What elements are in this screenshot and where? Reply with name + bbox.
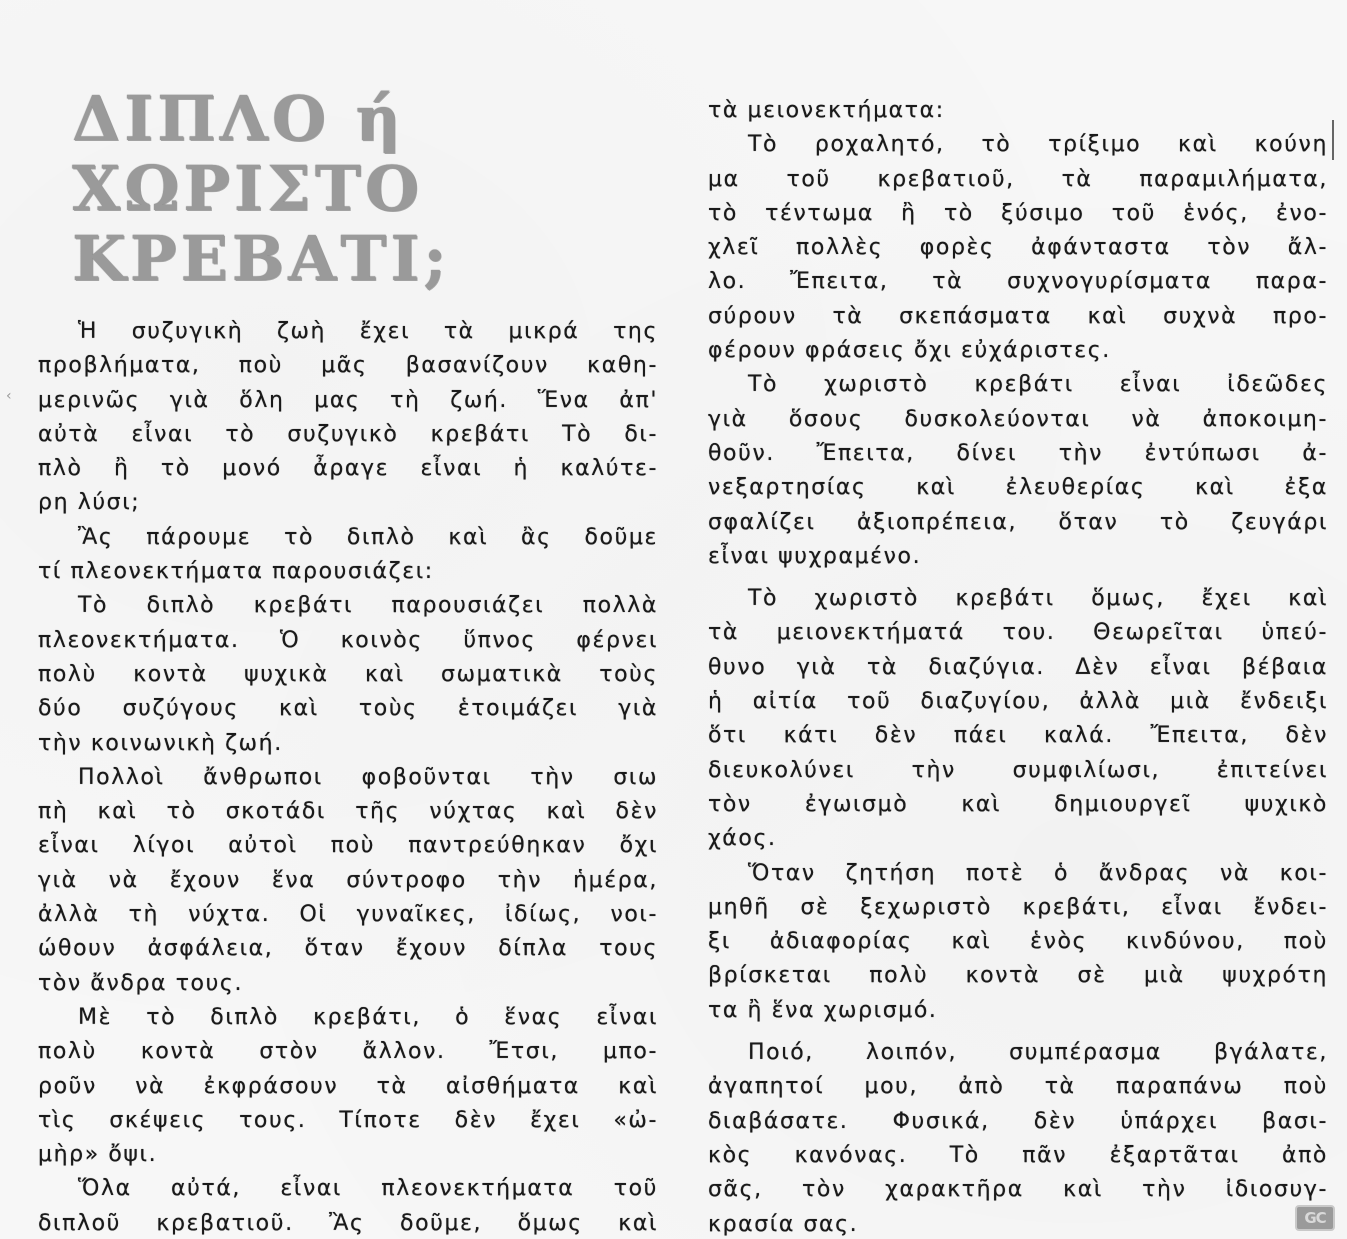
text-line: λο. Ἔπειτα, τὰ συχνογυρίσματα παρα- [708, 269, 1328, 295]
text-line: ὅτι κάτι δὲν πάει καλά. Ἔπειτα, δὲν [708, 723, 1328, 749]
text-line: Τὸ ροχαλητό, τὸ τρίξιμο καὶ κούνη [748, 132, 1328, 158]
text-line: γιὰ ὅσους δυσκολεύονται νὰ ἀποκοιμη- [708, 406, 1328, 432]
text-line: σφαλίζει ἀξιοπρέπεια, ὅταν τὸ ζευγάρι [708, 509, 1328, 535]
text-line: Τὸ χωριστὸ κρεβάτι ὅμως, ἔχει καὶ [748, 586, 1328, 612]
text-line: νεξαρτησίας καὶ ἐλευθερίας καὶ ἐξα [708, 475, 1328, 501]
text-line: προβλήματα, ποὺ μᾶς βασανίζουν καθη- [38, 353, 658, 379]
article-title [72, 84, 492, 294]
text-line: χλεῖ πολλὲς φορὲς ἀφάνταστα τὸν ἄλ- [708, 235, 1328, 261]
text-line: τὰ μειονεκτήματα: [708, 98, 945, 123]
text-line: τὸν ἐγωισμὸ καὶ δημιουργεῖ ψυχικὸ [708, 791, 1328, 817]
text-line: διπλοῦ κρεβατιοῦ. Ἂς δοῦμε, ὅμως καὶ [38, 1210, 658, 1236]
text-line: Τὸ χωριστὸ κρεβάτι εἶναι ἰδεῶδες [748, 372, 1328, 398]
text-line: ἀγαπητοί μου, ἀπὸ τὰ παραπάνω ποὺ [708, 1074, 1328, 1100]
title-line: ΚΡΕΒΑΤΙ; [72, 222, 451, 295]
text-line: Ἡ συζυγικὴ ζωὴ ἔχει τὰ μικρά της [78, 319, 658, 344]
text-line: μὴρ» ὄψι. [38, 1142, 158, 1168]
text-line: τί πλεονεκτήματα παρουσιάζει: [38, 559, 434, 585]
paragraph-gap [708, 574, 1328, 582]
text-line: πλεονεκτήματα. Ὁ κοινὸς ὕπνος φέρνει [38, 627, 658, 653]
text-line: ροῦν νὰ ἐκφράσουν τὰ αἰσθήματα καὶ [38, 1073, 658, 1099]
text-line: μηθῆ σὲ ξεχωριστὸ κρεβάτι, εἶναι ἔνδει- [708, 894, 1328, 920]
text-line: πολὺ κοντὰ στὸν ἄλλον. Ἔτσι, μπο- [38, 1039, 658, 1065]
text-line: μερινῶς γιὰ ὅλη μας τὴ ζωή. Ἕνα ἀπ' [38, 387, 658, 413]
text-line: τὶς σκέψεις τους. Τίποτε δὲν ἔχει «ὠ- [38, 1107, 658, 1133]
text-line: κρασία σας. [708, 1211, 859, 1237]
text-line: αὐτὰ εἶναι τὸ συζυγικὸ κρεβάτι Τὸ δι- [38, 421, 658, 447]
text-line: κὸς κανόνας. Τὸ πᾶν ἐξαρτᾶται ἀπὸ [708, 1142, 1328, 1168]
text-line: ώθουν ἀσφάλεια, ὅταν ἔχουν δίπλα τους [38, 936, 658, 962]
text-line: δύο συζύγους καὶ τοὺς ἑτοιμάζει γιὰ [38, 696, 658, 722]
text-line: διαβάσατε. Φυσικά, δὲν ὑπάρχει βασι- [708, 1108, 1328, 1134]
text-line: πλὸ ἢ τὸ μονό ἆραγε εἶναι ἡ καλύτε- [38, 456, 658, 482]
text-line: ἀλλὰ τὴ νύχτα. Οἱ γυναῖκες, ἰδίως, νοι- [38, 902, 658, 928]
text-line: πολὺ κοντὰ ψυχικὰ καὶ σωματικὰ τοὺς [38, 661, 658, 687]
gc-watermark-logo: GC [1295, 1205, 1335, 1231]
text-line: βρίσκεται πολὺ κοντὰ σὲ μιὰ ψυχρότη [708, 963, 1328, 989]
left-text-column [38, 315, 658, 1239]
title-line: ΔΙΠΛΟ ή [72, 82, 405, 155]
text-line: εἶναι λίγοι αὐτοὶ ποὺ παντρεύθηκαν ὄχι [38, 833, 658, 859]
text-line: Ποιό, λοιπόν, συμπέρασμα βγάλατε, [748, 1040, 1328, 1066]
text-line: Τὸ διπλὸ κρεβάτι παρουσιάζει πολλὰ [78, 593, 658, 619]
text-line: τὴν κοινωνικὴ ζωή. [38, 730, 283, 756]
text-line: διευκολύνει τὴν συμφιλίωσι, ἐπιτείνει [708, 757, 1328, 783]
text-line: τὰ μειονεκτήματά του. Θεωρεῖται ὑπεύ- [708, 620, 1328, 646]
text-line: ρη λύσι; [38, 490, 141, 516]
text-line: ἡ αἰτία τοῦ διαζυγίου, ἀλλὰ μιὰ ἔνδειξι [708, 689, 1328, 715]
text-line: Πολλοὶ ἄνθρωποι φοβοῦνται τὴν σιω [78, 764, 658, 790]
text-line: τὸν ἄνδρα τους. [38, 970, 244, 996]
text-line: σύρουν τὰ σκεπάσματα καὶ συχνὰ προ- [708, 303, 1328, 329]
text-line: Ὅλα αὐτά, εἶναι πλεονεκτήματα τοῦ [78, 1176, 658, 1202]
text-line: θυνο γιὰ τὰ διαζύγια. Δὲν εἶναι βέβαια [708, 654, 1328, 680]
paragraph-gap [708, 1028, 1328, 1036]
text-line: ξι ἀδιαφορίας καὶ ἑνὸς κινδύνου, ποὺ [708, 929, 1328, 955]
text-line: Ἂς πάρουμε τὸ διπλὸ καὶ ἂς δοῦμε [78, 524, 658, 550]
text-line: τὸ τέντωμα ἢ τὸ ξύσιμο τοῦ ἑνός, ἐνο- [708, 200, 1328, 226]
text-line: μα τοῦ κρεβατιοῦ, τὰ παραμιλήματα, [708, 166, 1328, 192]
text-line: φέρουν φράσεις ὄχι εὐχάριστες. [708, 338, 1111, 364]
text-line: γιὰ νὰ ἔχουν ἕνα σύντροφο τὴν ἡμέρα, [38, 867, 658, 893]
margin-mark-icon: ‹ [6, 388, 12, 404]
text-line: Ὅταν ζητήση ποτὲ ὁ ἄνδρας νὰ κοι- [748, 860, 1328, 886]
right-text-column [708, 94, 1328, 1239]
edge-line [1332, 120, 1334, 160]
text-line: χάος. [708, 826, 777, 852]
text-line: πὴ καὶ τὸ σκοτάδι τῆς νύχτας καὶ δὲν [38, 799, 658, 825]
text-line: τα ἢ ἕνα χωρισμό. [708, 997, 938, 1023]
text-line: θοῦν. Ἔπειτα, δίνει τὴν ἐντύπωσι ἀ- [708, 440, 1328, 466]
title-line: ΧΩΡΙΣΤΟ [72, 152, 423, 225]
text-line: εἶναι ψυχραμένο. [708, 543, 922, 569]
text-line: Μὲ τὸ διπλὸ κρεβάτι, ὁ ἕνας εἶναι [78, 1004, 658, 1030]
text-line: σᾶς, τὸν χαρακτῆρα καὶ τὴν ἰδιοσυγ- [708, 1177, 1328, 1203]
